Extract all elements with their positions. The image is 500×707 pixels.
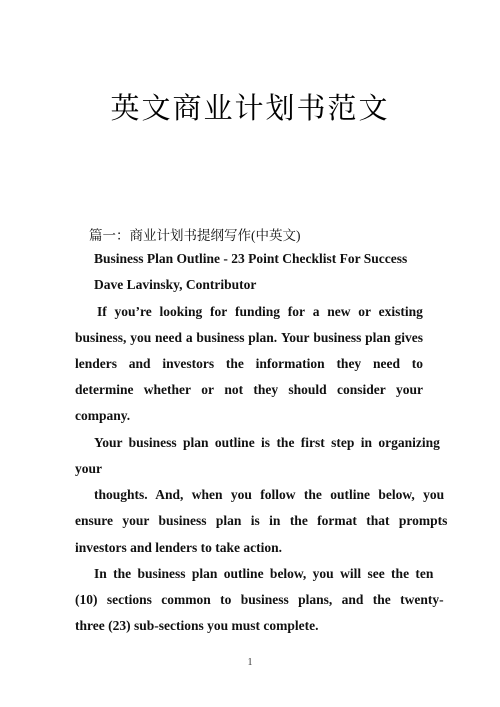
paragraph-1-line-5: company. [75,408,131,423]
article-author: Dave Lavinsky, Contributor [94,277,257,292]
word: you’re [114,304,152,319]
word: new [327,304,351,319]
word: need [155,330,183,345]
word: should [288,382,327,397]
paragraph-2-line-5: investors and lenders to take action. [75,540,282,555]
word: investors [162,356,215,371]
word: business [196,330,245,345]
word: If [97,304,107,319]
word: whether [143,382,192,397]
word: business [313,330,362,345]
paragraph-3-line-3: three (23) sub-sections you must complete. [75,618,319,633]
word: they [336,356,362,371]
paragraph-1-line-4 [75,382,423,398]
word: Your [280,330,310,345]
word: your [396,382,423,397]
word: determine [75,382,134,397]
word: lenders [75,356,117,371]
word: looking [159,304,203,319]
word: for [287,304,305,319]
word: existing [378,304,423,319]
document-title: 英文商业计划书范文 [110,91,390,125]
paragraph-1-line-3 [75,356,423,372]
paragraph-3-line-2: (10) sections common to business plans, and the twenty- [75,592,444,607]
paragraph-3-line-1: In the business plan outline below, you will see the ten [94,566,434,581]
word: the [225,356,244,371]
word: consider [336,382,386,397]
word: plan [365,330,391,345]
word: and [128,356,151,371]
word: to [411,356,423,371]
word: business, [75,330,127,345]
word: need [372,356,400,371]
word: or [358,304,371,319]
article-subtitle: Business Plan Outline - 23 Point Checklist For Success [94,251,408,266]
word: a [312,304,320,319]
word: funding [234,304,280,319]
paragraph-2-line-1: Your business plan outline is the first step in organizing [94,435,440,450]
section-heading: 篇一：商业计划书提纲写作(中英文) [89,228,301,243]
word: for [209,304,228,319]
word: a [185,330,193,345]
paragraph-1-line-1 [97,304,423,320]
paragraph-2-line-4: ensure your business plan is in the format that prompts [75,513,448,528]
paragraph-1-line-2 [75,330,423,346]
word: not [224,382,244,397]
page-number: 1 [247,657,253,668]
word: you [130,330,152,345]
word: or [201,382,215,397]
word: they [253,382,279,397]
word: gives [394,330,423,345]
word: plan. [248,330,278,345]
word: information [255,356,325,371]
paragraph-2-line-3: thoughts. And, when you follow the outline below, you [94,487,445,502]
paragraph-2-line-2: your [75,461,102,476]
